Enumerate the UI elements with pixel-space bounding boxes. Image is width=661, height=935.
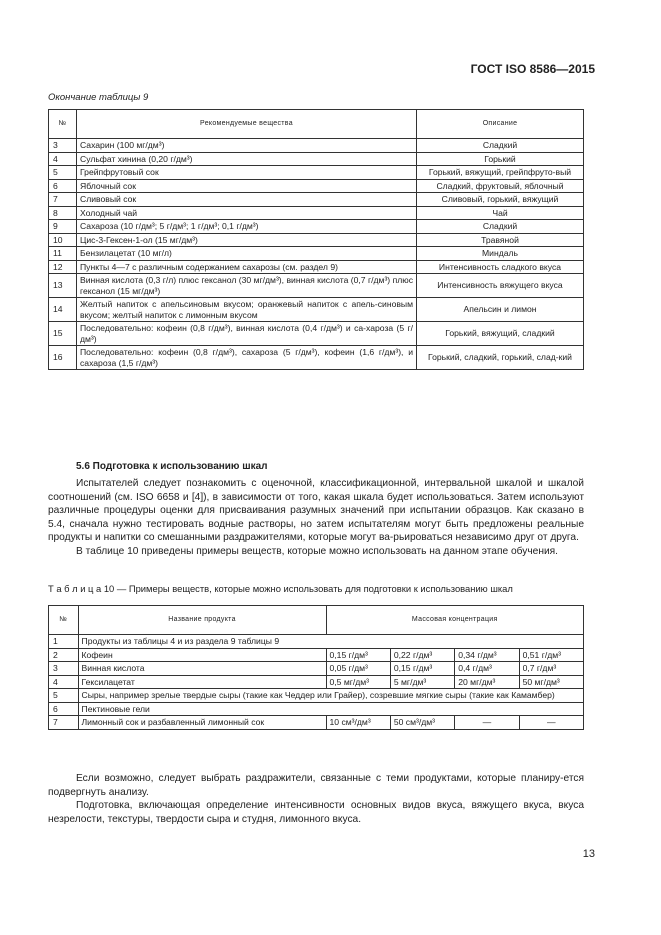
section-body bbox=[48, 477, 584, 558]
concentration-cell: 0,05 г/дм³ bbox=[326, 662, 390, 676]
description-cell: Чай bbox=[417, 206, 584, 220]
col-product: Название продукта bbox=[78, 606, 326, 635]
table-9 bbox=[48, 109, 584, 370]
substance-cell: Последовательно: кофеин (0,8 г/дм³), сахароза (5 г/дм³), кофеин (1,6 г/дм³), и сахароза (1,5 г/дм³) bbox=[77, 346, 417, 370]
table-row bbox=[49, 675, 584, 689]
col-concentration: Массовая концентрация bbox=[326, 606, 584, 635]
product-cell: Винная кислота bbox=[78, 662, 326, 676]
table-row bbox=[49, 662, 584, 676]
table-row bbox=[49, 206, 584, 220]
substance-cell: Цис-3-Гексен-1-ол (15 мг/дм³) bbox=[77, 233, 417, 247]
row-number: 4 bbox=[49, 152, 77, 166]
table-row bbox=[49, 648, 584, 662]
substance-cell: Холодный чай bbox=[77, 206, 417, 220]
row-number: 3 bbox=[49, 662, 79, 676]
row-number: 16 bbox=[49, 346, 77, 370]
row-number: 7 bbox=[49, 716, 79, 730]
row-number: 2 bbox=[49, 648, 79, 662]
concentration-cell: 0,34 г/дм³ bbox=[455, 648, 519, 662]
table-row bbox=[49, 220, 584, 234]
row-number: 11 bbox=[49, 247, 77, 261]
row-number: 9 bbox=[49, 220, 77, 234]
table9-caption: Окончание таблицы 9 bbox=[48, 92, 149, 103]
concentration-cell: 0,22 г/дм³ bbox=[390, 648, 454, 662]
row-number: 14 bbox=[49, 298, 77, 322]
description-cell: Сливовый, горький, вяжущий bbox=[417, 193, 584, 207]
row-number: 13 bbox=[49, 274, 77, 298]
col-substance: Рекомендуемые вещества bbox=[77, 110, 417, 139]
table-row bbox=[49, 166, 584, 180]
paragraph: В таблице 10 приведены примеры веществ, которые можно использовать на данном этапе обучения. bbox=[76, 545, 558, 557]
table-row bbox=[49, 233, 584, 247]
description-cell: Сладкий bbox=[417, 220, 584, 234]
description-cell: Апельсин и лимон bbox=[417, 298, 584, 322]
description-cell: Сладкий, фруктовый, яблочный bbox=[417, 179, 584, 193]
col-number: № bbox=[49, 110, 77, 139]
row-number: 7 bbox=[49, 193, 77, 207]
row-number: 5 bbox=[49, 689, 79, 703]
table-row bbox=[49, 635, 584, 649]
description-cell: Сладкий bbox=[417, 139, 584, 153]
concentration-cell: 0,5 мг/дм³ bbox=[326, 675, 390, 689]
table-row bbox=[49, 152, 584, 166]
row-number: 3 bbox=[49, 139, 77, 153]
substance-cell: Грейпфрутовый сок bbox=[77, 166, 417, 180]
concentration-cell: 0,15 г/дм³ bbox=[390, 662, 454, 676]
page-number: 13 bbox=[582, 848, 595, 860]
description-cell: Миндаль bbox=[417, 247, 584, 261]
table-row bbox=[49, 247, 584, 261]
paragraph: Подготовка, включающая определение интенсивности основных видов вкуса, вяжущего вкуса, вкуса незрелости, текстуры, твердости сыра и студня, лимонного вкуса. bbox=[48, 800, 584, 825]
row-number: 12 bbox=[49, 260, 77, 274]
table-row bbox=[49, 274, 584, 298]
table-row bbox=[49, 179, 584, 193]
product-cell: Пектиновые гели bbox=[78, 702, 583, 716]
table-row bbox=[49, 260, 584, 274]
row-number: 10 bbox=[49, 233, 77, 247]
paragraph: Если возможно, следует выбрать раздражители, связанные с теми продуктами, которые планиру-ется подвергнуть анализу. bbox=[48, 773, 584, 798]
paragraph: Испытателей следует познакомить с оценочной, классификационной, интервальной шкалой и шкалой соотношений (см. ISO 6658 и [4]), в зависимости от того, какая шкала будет использоваться. Затем используют различные процедуры оценки для присваивания разумных значений при испытании образцов. Как сказано в 5.4, сначала нужно тестировать водные растворы, но затем испытателям могут быть предложены реальные продукты и напитки со смешанными раздражителями, которые могут ва-рьироваться независимо друг от друга. bbox=[48, 478, 584, 543]
col-description: Описание bbox=[417, 110, 584, 139]
description-cell: Горький, вяжущий, грейпфруто-вый bbox=[417, 166, 584, 180]
product-cell: Сыры, например зрелые твердые сыры (такие как Чеддер или Грайер), созревшие мягкие сыры (такие как Камамбер) bbox=[78, 689, 583, 703]
substance-cell: Яблочный сок bbox=[77, 179, 417, 193]
substance-cell: Сахарин (100 мг/дм³) bbox=[77, 139, 417, 153]
description-cell: Травяной bbox=[417, 233, 584, 247]
substance-cell: Пункты 4—7 с различным содержанием сахарозы (см. раздел 9) bbox=[77, 260, 417, 274]
substance-cell: Желтый напиток с апельсиновым вкусом; оранжевый напиток с апель-синовым вкусом; желтый напиток с лимонным вкусом bbox=[77, 298, 417, 322]
concentration-cell: 10 см³/дм³ bbox=[326, 716, 390, 730]
table-row bbox=[49, 193, 584, 207]
substance-cell: Последовательно: кофеин (0,8 г/дм³), винная кислота (0,4 г/дм³) и са-хароза (5 г/дм³) bbox=[77, 322, 417, 346]
product-cell: Кофеин bbox=[78, 648, 326, 662]
col-number: № bbox=[49, 606, 79, 635]
table-row bbox=[49, 298, 584, 322]
description-cell: Горький bbox=[417, 152, 584, 166]
product-cell: Продукты из таблицы 4 и из раздела 9 таблицы 9 bbox=[78, 635, 583, 649]
table-row bbox=[49, 689, 584, 703]
concentration-cell: 20 мг/дм³ bbox=[455, 675, 519, 689]
table-row bbox=[49, 139, 584, 153]
concentration-cell: 0,15 г/дм³ bbox=[326, 648, 390, 662]
standard-number: ГОСТ ISO 8586—2015 bbox=[470, 62, 595, 76]
table-row bbox=[49, 702, 584, 716]
concentration-cell: 5 мг/дм³ bbox=[390, 675, 454, 689]
concentration-cell: 0,4 г/дм³ bbox=[455, 662, 519, 676]
substance-cell: Сульфат хинина (0,20 г/дм³) bbox=[77, 152, 417, 166]
concentration-cell: — bbox=[519, 716, 583, 730]
row-number: 6 bbox=[49, 702, 79, 716]
substance-cell: Сахароза (10 г/дм³; 5 г/дм³; 1 г/дм³; 0,1 г/дм³) bbox=[77, 220, 417, 234]
description-cell: Горький, вяжущий, сладкий bbox=[417, 322, 584, 346]
closing-body bbox=[48, 772, 584, 826]
description-cell: Горький, сладкий, горький, слад-кий bbox=[417, 346, 584, 370]
substance-cell: Сливовый сок bbox=[77, 193, 417, 207]
table10-caption: Т а б л и ц а 10 — Примеры веществ, которые можно использовать для подготовки к использованию шкал bbox=[48, 583, 513, 594]
section-heading: 5.6 Подготовка к использованию шкал bbox=[76, 461, 268, 472]
concentration-cell: 50 см³/дм³ bbox=[390, 716, 454, 730]
concentration-cell: 0,51 г/дм³ bbox=[519, 648, 583, 662]
concentration-cell: — bbox=[455, 716, 519, 730]
description-cell: Интенсивность сладкого вкуса bbox=[417, 260, 584, 274]
row-number: 15 bbox=[49, 322, 77, 346]
table-row bbox=[49, 322, 584, 346]
row-number: 6 bbox=[49, 179, 77, 193]
table-row bbox=[49, 346, 584, 370]
row-number: 1 bbox=[49, 635, 79, 649]
concentration-cell: 50 мг/дм³ bbox=[519, 675, 583, 689]
substance-cell: Бензилацетат (10 мг/л) bbox=[77, 247, 417, 261]
description-cell: Интенсивность вяжущего вкуса bbox=[417, 274, 584, 298]
product-cell: Гексилацетат bbox=[78, 675, 326, 689]
concentration-cell: 0,7 г/дм³ bbox=[519, 662, 583, 676]
substance-cell: Винная кислота (0,3 г/л) плюс гексанол (30 мг/дм³), винная кислота (0,7 г/дм³) плюс гексанол (15 мг/дм³) bbox=[77, 274, 417, 298]
row-number: 5 bbox=[49, 166, 77, 180]
row-number: 8 bbox=[49, 206, 77, 220]
product-cell: Лимонный сок и разбавленный лимонный сок bbox=[78, 716, 326, 730]
row-number: 4 bbox=[49, 675, 79, 689]
table-row bbox=[49, 716, 584, 730]
table-10 bbox=[48, 605, 584, 730]
